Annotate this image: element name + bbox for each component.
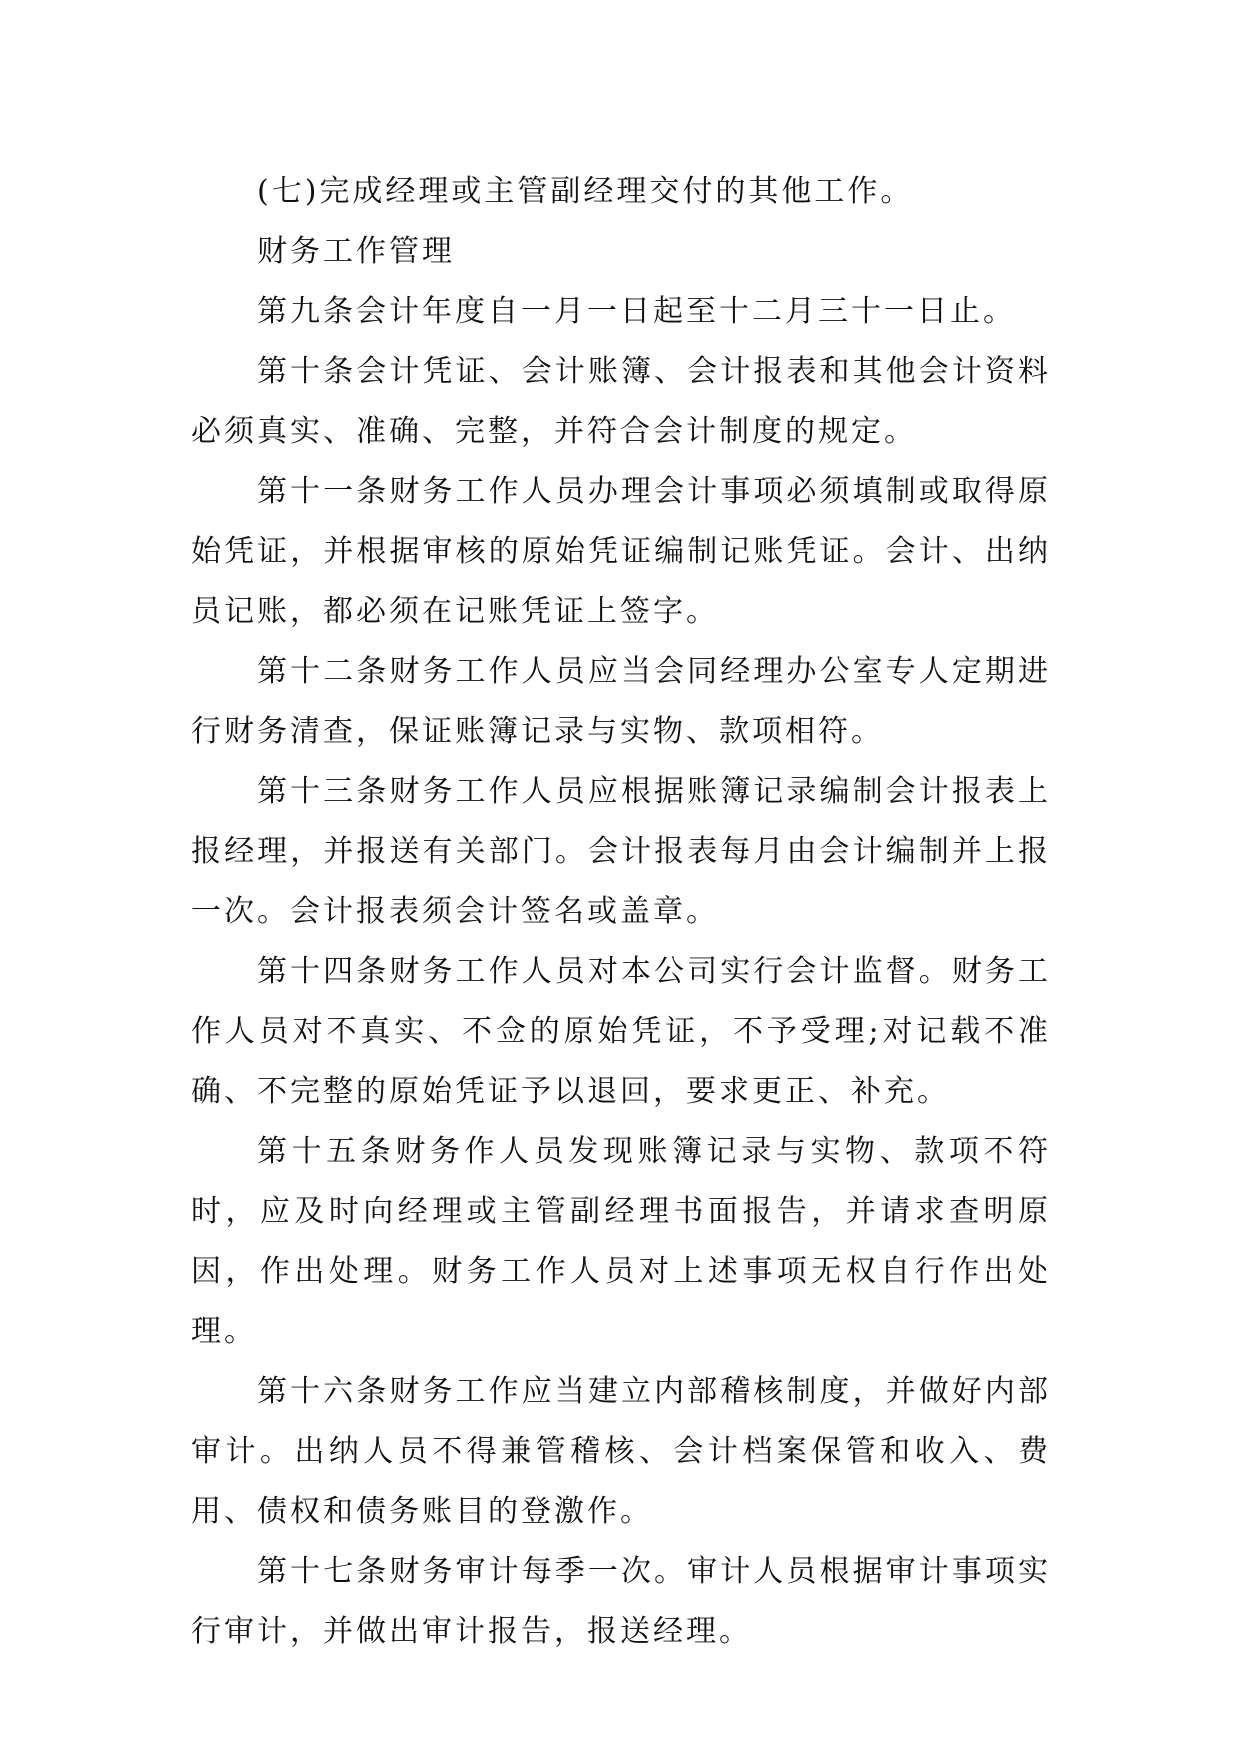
article-15: 第十五条财务作人员发现账簿记录与实物、款项不符时，应及时向经理或主管副经理书面报告，并请求查明原因，作出处理。财务工作人员对上述事项无权自行作出处理。 xyxy=(191,1134,1051,1349)
article-16: 第十六条财务工作应当建立内部稽核制度，并做好内部审计。出纳人员不得兼管稽核、会计档案保管和收入、费用、债权和债务账目的登激作。 xyxy=(191,1374,1051,1529)
section-heading-financial-management: 财务工作管理 xyxy=(257,234,455,269)
article-17: 第十七条财务审计每季一次。审计人员根据审计事项实行审计，并做出审计报告，报送经理。 xyxy=(191,1554,1051,1649)
article-11: 第十一条财务工作人员办理会计事项必须填制或取得原始凭证，并根据审核的原始凭证编制记账凭证。会计、出纳员记账，都必须在记账凭证上签字。 xyxy=(191,474,1051,629)
article-10: 第十条会计凭证、会计账簿、会计报表和其他会计资料必须真实、准确、完整，并符合会计制度的规定。 xyxy=(191,354,1051,449)
article-14: 第十四条财务工作人员对本公司实行会计监督。财务工作人员对不真实、不佥的原始凭证，不予受理;对记载不准确、不完整的原始凭证予以退回，要求更正、补充。 xyxy=(191,954,1051,1109)
article-12: 第十二条财务工作人员应当会同经理办公室专人定期进行财务清查，保证账簿记录与实物、款项相符。 xyxy=(191,654,1051,749)
article-13: 第十三条财务工作人员应根据账簿记录编制会计报表上报经理，并报送有关部门。会计报表每月由会计编制并上报一次。会计报表须会计签名或盖章。 xyxy=(191,774,1051,929)
document-body xyxy=(191,162,1051,1662)
paragraph-item-7: (七)完成经理或主管副经理交付的其他工作。 xyxy=(257,174,914,209)
article-9: 第九条会计年度自一月一日起至十二月三十一日止。 xyxy=(257,294,1016,329)
